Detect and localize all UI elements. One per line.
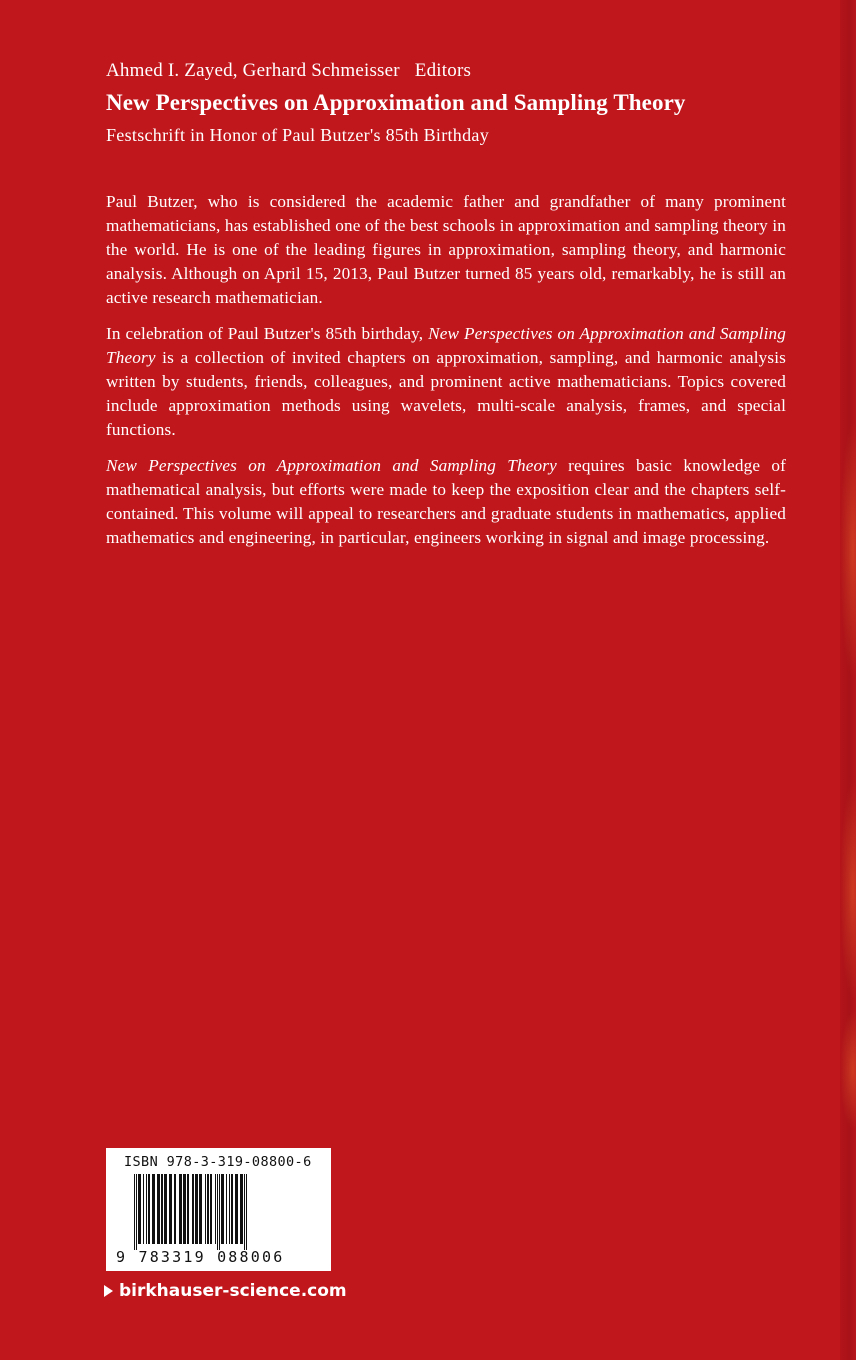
- barcode-bar: [134, 1174, 135, 1250]
- barcode-bar: [161, 1174, 163, 1244]
- header: [106, 58, 796, 147]
- blurb-paragraph-3: [106, 454, 786, 550]
- barcode-bar: [187, 1174, 189, 1244]
- barcode-bar: [192, 1174, 194, 1244]
- barcode-bar: [217, 1174, 218, 1250]
- barcode-bar: [235, 1174, 238, 1244]
- barcode-box: [106, 1148, 331, 1271]
- blurb-p2-suffix: is a collection of invited chapters on approximation, sampling, and harmonic analysis written by students, friends, colleagues, and prominent active mathematicians. Topics covered include approximation methods using wavelets, multi-scale analysis, frames, and special functions.: [106, 348, 786, 439]
- blurb-p3-suffix: requires basic knowledge of mathematical analysis, but efforts were made to keep the exposition clear and the chapters self-contained. This volume will appeal to researchers and graduate students in mathematics, applied mathematics and engineering, in particular, engineers working in signal and image processing.: [106, 456, 786, 547]
- blurb-p2-title: New Perspectives on Approximation and Sampling Theory: [106, 324, 786, 367]
- book-title: New Perspectives on Approximation and Sampling Theory: [106, 90, 686, 115]
- editors-label: Editors: [414, 60, 472, 81]
- barcode-bar: [136, 1174, 137, 1250]
- barcode-bar: [195, 1174, 198, 1244]
- barcode-bar: [205, 1174, 206, 1244]
- barcode-bar: [231, 1174, 233, 1244]
- blurb: [106, 190, 786, 562]
- blurb-paragraph-2: [106, 322, 786, 442]
- spine-glow-2: [840, 780, 856, 1000]
- barcode-bar: [199, 1174, 202, 1244]
- barcode-bar: [221, 1174, 224, 1244]
- arrow-right-icon: [104, 1285, 113, 1297]
- blurb-p2-prefix: In celebration of Paul Butzer's 85th birthday,: [106, 324, 429, 343]
- barcode-bar: [229, 1174, 230, 1244]
- barcode-bar: [240, 1174, 243, 1244]
- barcode-bar: [179, 1174, 182, 1244]
- barcode-bar: [164, 1174, 167, 1244]
- spine-glow-1: [840, 420, 856, 680]
- barcode-bar: [148, 1174, 150, 1244]
- publisher-link[interactable]: [104, 1280, 347, 1302]
- spine-edge: [840, 0, 856, 1360]
- isbn-text: ISBN 978-3-319-08800-6: [124, 1154, 312, 1170]
- barcode-bar: [174, 1174, 176, 1244]
- book-subtitle: Festschrift in Honor of Paul Butzer's 85th Birthday: [106, 125, 489, 145]
- barcode-bar: [183, 1174, 186, 1244]
- barcode-bar: [169, 1174, 172, 1244]
- barcode-bar: [226, 1174, 227, 1244]
- publisher-url: birkhauser-science.com: [119, 1281, 347, 1301]
- barcode-bar: [207, 1174, 209, 1244]
- editors-names: Ahmed I. Zayed, Gerhard Schmeisser: [106, 60, 400, 81]
- barcode-bars: [106, 1172, 331, 1252]
- barcode-bar: [219, 1174, 220, 1250]
- ean-digits: 9 783319 088006: [116, 1248, 285, 1266]
- barcode-bar: [152, 1174, 155, 1244]
- barcode-bar: [215, 1174, 216, 1244]
- barcode-bar: [246, 1174, 247, 1250]
- barcode-bar: [143, 1174, 144, 1244]
- barcode-bar: [244, 1174, 245, 1250]
- barcode-bar: [210, 1174, 212, 1244]
- barcode-bar: [146, 1174, 147, 1244]
- barcode-bar: [138, 1174, 141, 1244]
- barcode-bar: [157, 1174, 160, 1244]
- blurb-paragraph-1: Paul Butzer, who is considered the academic father and grandfather of many prominent mathematicians, has established one of the best schools in approximation and sampling theory in the world. He is one of the leading figures in approximation, sampling theory, and harmonic analysis. Although on April 15, 2013, Paul Butzer turned 85 years old, remarkably, he is still an active research mathematician.: [106, 192, 786, 307]
- blurb-p3-title: New Perspectives on Approximation and Sampling Theory: [106, 456, 557, 475]
- editors-line: [106, 58, 796, 84]
- spine-glow-3: [840, 1010, 856, 1130]
